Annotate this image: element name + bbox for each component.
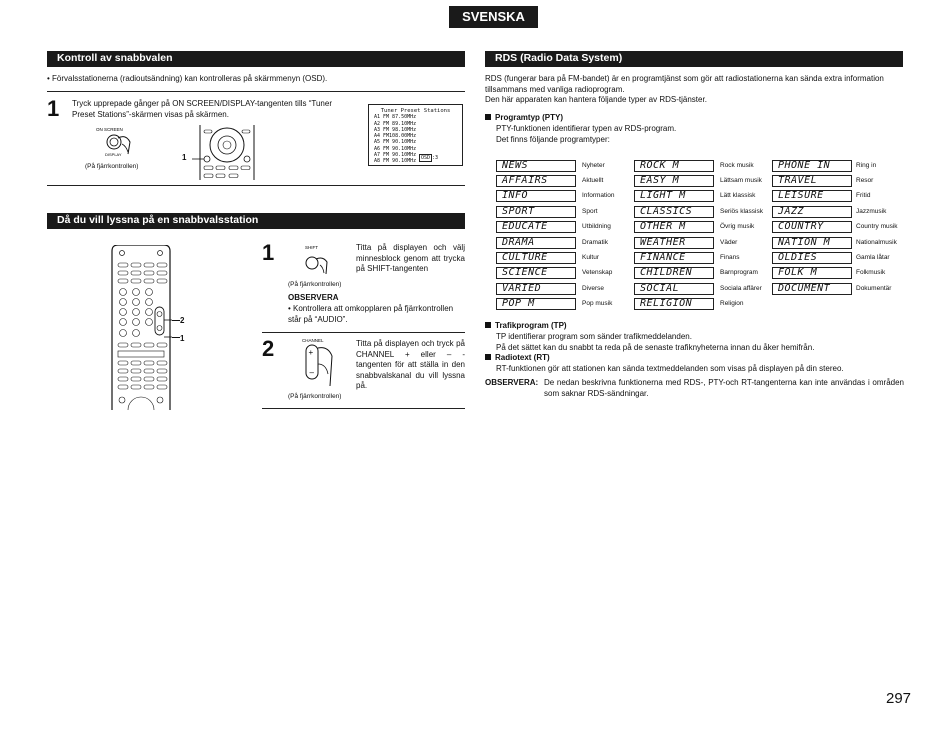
pty-desc: Ring in [856,161,877,169]
pty-code: EASY M [634,175,714,187]
pty-code: OTHER M [634,221,714,233]
rds-note-text: De nedan beskrivna funktionerna med RDS-, PTY-och RT-tangenterna kan inte användas i områden som saknar RDS-sändningar. [544,378,904,398]
pty-desc: Väder [720,238,738,246]
pty-row [772,189,907,204]
pty-code: EDUCATE [496,221,576,233]
pty-row [634,297,774,312]
pty-code: CHILDREN [634,267,714,279]
pty-code: SPORT [496,206,576,218]
pty-desc: Religion [720,300,744,308]
pty-row [634,220,774,235]
step-1-number: 1 [262,240,275,265]
svg-text:DISPLAY: DISPLAY [105,152,122,157]
pty-row [634,158,774,173]
pty-code: LEISURE [772,190,852,202]
step-1-text: Titta på displayen och välj minnesblock genom att trycka på SHIFT-tangenten [356,243,465,273]
callout-1: 1 [182,153,187,162]
pty-row [496,158,636,173]
step-text: Tryck upprepade gånger på ON SCREEN/DISPLAY-tangenten tills “Tuner Preset Stations”-skärmen visas på skärmen. [72,99,332,119]
osd-line: A8 FM 90.10MHz [374,158,417,165]
pty-desc: Jazzmusik [856,207,887,215]
page-number: 297 [886,690,912,707]
pty-desc: Lätt klassisk [720,192,756,200]
remote-control-illustration [110,245,172,410]
pty-row [496,235,636,250]
pty-desc: Kultur [582,254,599,262]
pty-code: CULTURE [496,252,576,264]
square-bullet-icon [485,322,491,328]
osd-line: A1 FM 87.50MHz [374,114,417,121]
pty-desc: Övrig musik [720,223,755,231]
svg-text:–: – [309,368,314,377]
pty-code: INFO [496,190,576,202]
pty-row [772,173,907,188]
svg-text:+: + [308,348,314,357]
osd-title: Tuner Preset Stations [380,108,451,114]
pty-row [496,250,636,265]
tp-heading-text: Trafikprogram (TP) [495,321,567,330]
svg-text:ON SCREEN: ON SCREEN [96,127,123,132]
pty-code: RELIGION [634,298,714,310]
language-tab: SVENSKA [449,6,538,28]
remote-control-partial [192,125,262,180]
pty-desc: Dokumentär [856,284,892,292]
pty-desc: Fritid [856,192,871,200]
osd-line: A3 FM 98.10MHz [374,126,417,133]
divider [47,91,465,92]
divider [262,332,465,333]
pty-row [634,266,774,281]
pty-desc: Nationalmusik [856,238,897,246]
pty-code: FINANCE [634,252,714,264]
pty-desc: Resor [856,177,874,185]
osd-corner-suffix: :3 [431,154,438,161]
pty-row [496,204,636,219]
tuner-preset-osd-screen [368,104,463,166]
pty-heading-text: Programtyp (PTY) [495,113,564,122]
pty-row [772,158,907,173]
pty-code: WEATHER [634,237,714,249]
pty-row [772,266,907,281]
osd-line: A5 FM 90.10MHz [374,139,417,146]
pty-code: FOLK M [772,267,852,279]
pty-column-2 [634,158,774,312]
rt-text: RT-funktionen gör att stationen kan sända textmeddelanden som visas på displayen på din stereo. [496,364,844,373]
tp-text-2: På det sättet kan du snabbt ta reda på de senaste trafiknyheterna innan du åker hemifrån. [496,343,815,352]
pty-desc: Diverse [582,284,605,292]
pty-row [772,220,907,235]
callout-1: 1 [180,334,185,343]
pty-code: SCIENCE [496,267,576,279]
svg-text:CHANNEL: CHANNEL [302,338,324,343]
pty-desc: Vetenskap [582,269,613,277]
osd-line: A2 FM 89.10MHz [374,120,417,127]
pty-desc: Country musik [856,223,898,231]
pty-desc: Information [582,192,615,200]
pty-row [634,281,774,296]
pty-desc: Pop musik [582,300,613,308]
pty-row [496,281,636,296]
pty-desc: Gamla låtar [856,254,890,262]
callout-2: 2 [180,316,185,325]
divider [47,185,465,186]
step-2-caption: (På fjärrkontrollen) [288,393,342,400]
step-2-number: 2 [262,336,275,361]
pty-code: OLDIES [772,252,852,264]
pty-row [496,266,636,281]
pty-code: VARIED [496,283,576,295]
pty-desc: Folkmusik [856,269,886,277]
osd-corner-badge: OSD [420,154,430,161]
callout-line-1 [172,337,180,338]
tp-heading [485,321,567,332]
pty-row [634,189,774,204]
pty-code: AFFAIRS [496,175,576,187]
pty-desc: Nyheter [582,161,605,169]
pty-desc: Utbildning [582,223,611,231]
pty-desc: Lättsam musik [720,177,762,185]
pty-code: JAZZ [772,206,852,218]
pty-row [772,235,907,250]
on-screen-button-illustration [92,124,142,160]
shift-label: SHIFT [305,245,318,250]
section-title-preset-listen: Då du vill lyssna på en snabbvalsstation [47,213,465,229]
pty-desc: Sociala affärer [720,284,762,292]
pty-code: DOCUMENT [772,283,852,295]
rt-heading-text: Radiotext (RT) [495,353,550,362]
pty-desc: Rock musik [720,161,754,169]
pty-desc: Finans [720,254,740,262]
pty-row [772,204,907,219]
note-text: • Kontrollera att omkopplaren på fjärrkontrollen står på “AUDIO”. [288,304,454,324]
step-2-text: Titta på displayen och tryck på CHANNEL + eller – -tangenten för att ställa in den snabbvalskanal du vill lyssna på. [356,339,465,390]
pty-desc: Barnprogram [720,269,758,277]
pty-code: POP M [496,298,576,310]
osd-line: A4 FM108.00MHz [374,133,417,140]
rds-note-label: OBSERVERA: [485,378,539,387]
pty-code: SOCIAL [634,283,714,295]
pty-row [634,204,774,219]
pty-desc: Sport [582,207,598,215]
pty-column-1 [496,158,636,312]
section-title-rds: RDS (Radio Data System) [485,51,903,67]
shift-button-illustration [300,243,340,278]
osd-bullet-text: • Förvalsstationerna (radioutsändning) kan kontrolleras på skärmmenyn (OSD). [47,74,328,83]
pty-row [634,250,774,265]
note-title: OBSERVERA [288,293,339,302]
pty-row [634,173,774,188]
square-bullet-icon [485,114,491,120]
channel-button-illustration [300,336,340,392]
rds-intro-1: RDS (fungerar bara på FM-bandet) är en programtjänst som gör att radiostationerna kan sända extra information tillsammans med vanliga radioprogram. [485,74,884,94]
pty-row [496,189,636,204]
divider [262,408,465,409]
rds-intro-2: Den här apparaten kan hantera följande typer av RDS-tjänster. [485,95,707,104]
pty-row [496,220,636,235]
pty-code: DRAMA [496,237,576,249]
section-title-preset-check: Kontroll av snabbvalen [47,51,465,67]
pty-desc-2: Det finns följande programtyper: [496,135,610,144]
square-bullet-icon [485,354,491,360]
pty-desc: Dramatik [582,238,609,246]
pty-code: TRAVEL [772,175,852,187]
step-number: 1 [47,96,60,121]
pty-desc-1: PTY-funktionen identifierar typen av RDS-program. [496,124,677,133]
callout-line-2 [172,320,180,321]
pty-row [496,297,636,312]
osd-corner-indicator [419,155,438,161]
pty-code: NEWS [496,160,576,172]
rt-heading [485,353,550,364]
osd-line: A6 FM 90.10MHz [374,145,417,152]
pty-column-3 [772,158,907,297]
pty-desc: Seriös klassisk [720,207,763,215]
pty-code: COUNTRY [772,221,852,233]
pty-code: ROCK M [634,160,714,172]
pty-code: CLASSICS [634,206,714,218]
osd-line: A7 FM 90.10MHz [374,152,417,159]
pty-row [634,235,774,250]
pty-desc: Aktuellt [582,177,604,185]
pty-code: PHONE IN [772,160,852,172]
tp-text-1: TP identifierar program som sänder trafikmeddelanden. [496,332,692,341]
step-1-caption: (På fjärrkontrollen) [288,281,342,288]
pty-heading [485,113,563,124]
pty-code: NATION M [772,237,852,249]
pty-row [496,173,636,188]
pty-code: LIGHT M [634,190,714,202]
remote-caption: (På fjärrkontrollen) [85,163,139,170]
pty-row [772,250,907,265]
pty-row [772,281,907,296]
